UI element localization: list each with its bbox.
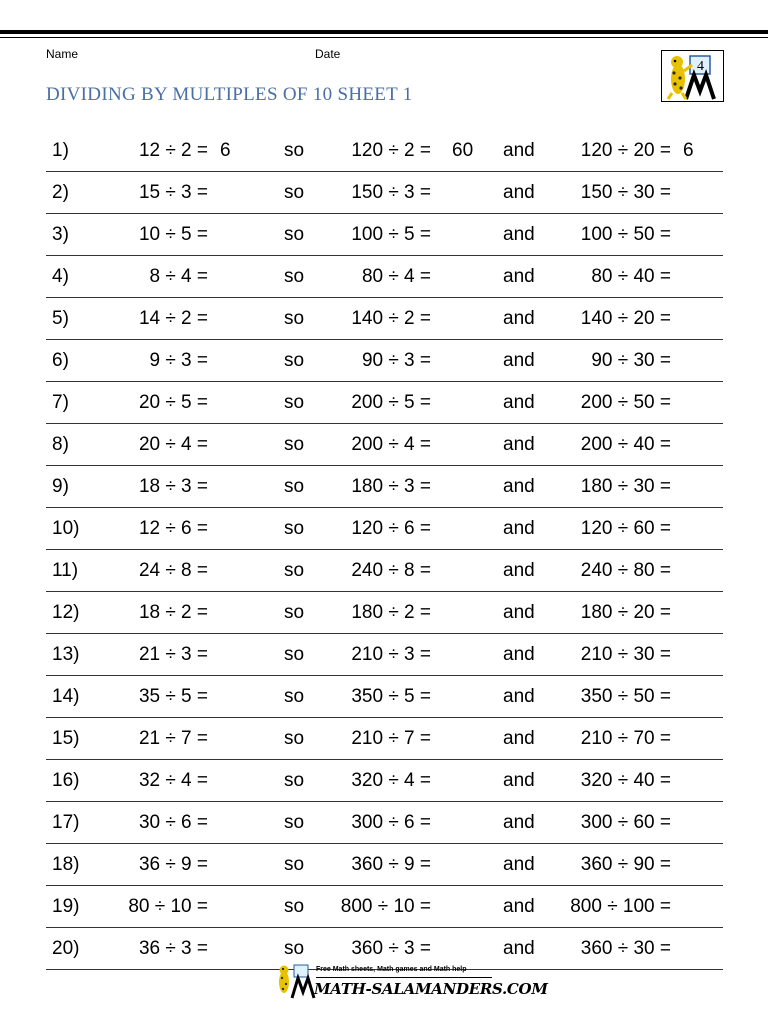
question-number: 12) — [52, 602, 80, 623]
basic-fact: 20 ÷ 5 = — [138, 392, 208, 413]
and-word: and — [503, 896, 535, 917]
so-word: so — [284, 770, 305, 791]
question-row — [46, 676, 723, 718]
basic-fact: 24 ÷ 8 = — [138, 560, 208, 581]
tens-fact: 200 ÷ 5 = — [351, 392, 431, 413]
tens-fact: 800 ÷ 10 = — [340, 896, 431, 917]
question-number: 19) — [52, 896, 80, 917]
question-row — [46, 634, 723, 676]
question-number: 18) — [52, 854, 80, 875]
question-row — [46, 130, 723, 172]
multiple-of-ten-fact: 350 ÷ 50 = — [580, 686, 671, 707]
so-word: so — [284, 266, 305, 287]
question-row — [46, 298, 723, 340]
so-word: so — [284, 518, 305, 539]
salamander-with-easel-icon — [661, 50, 724, 102]
tens-fact: 320 ÷ 4 = — [351, 770, 431, 791]
logo-digit: 4 — [697, 59, 704, 74]
question-row — [46, 172, 723, 214]
multiple-of-ten-fact: 100 ÷ 50 = — [580, 224, 671, 245]
question-number: 1) — [52, 140, 69, 161]
basic-fact: 10 ÷ 5 = — [138, 224, 208, 245]
multiple-of-ten-fact: 200 ÷ 50 = — [580, 392, 671, 413]
and-word: and — [503, 686, 535, 707]
question-number: 14) — [52, 686, 80, 707]
multiple-of-ten-fact: 180 ÷ 30 = — [580, 476, 671, 497]
so-word: so — [284, 938, 305, 959]
tens-fact: 210 ÷ 3 = — [351, 644, 431, 665]
multiple-of-ten-answer: 6 — [683, 140, 694, 161]
multiple-of-ten-fact: 210 ÷ 30 = — [580, 644, 671, 665]
question-row — [46, 466, 723, 508]
basic-fact: 9 ÷ 3 = — [149, 350, 208, 371]
question-row — [46, 382, 723, 424]
tens-fact: 180 ÷ 2 = — [351, 602, 431, 623]
basic-fact: 21 ÷ 3 = — [138, 644, 208, 665]
worksheet-title: DIVIDING BY MULTIPLES OF 10 SHEET 1 — [46, 84, 413, 105]
multiple-of-ten-fact: 120 ÷ 20 = — [580, 140, 671, 161]
tens-fact: 180 ÷ 3 = — [351, 476, 431, 497]
multiple-of-ten-fact: 800 ÷ 100 = — [570, 896, 671, 917]
and-word: and — [503, 350, 535, 371]
so-word: so — [284, 854, 305, 875]
tens-fact: 210 ÷ 7 = — [351, 728, 431, 749]
question-number: 16) — [52, 770, 80, 791]
and-word: and — [503, 518, 535, 539]
basic-fact: 32 ÷ 4 = — [138, 770, 208, 791]
basic-fact: 12 ÷ 2 = — [138, 140, 208, 161]
and-word: and — [503, 182, 535, 203]
question-number: 6) — [52, 350, 69, 371]
footer-divider — [316, 977, 492, 978]
so-word: so — [284, 308, 305, 329]
date-label: Date — [315, 47, 341, 61]
tens-fact: 300 ÷ 6 = — [351, 812, 431, 833]
and-word: and — [503, 392, 535, 413]
footer-tagline: Free Math sheets, Math games and Math help — [316, 966, 467, 973]
so-word: so — [284, 560, 305, 581]
multiple-of-ten-fact: 320 ÷ 40 = — [580, 770, 671, 791]
question-number: 3) — [52, 224, 69, 245]
basic-fact-answer: 6 — [220, 140, 231, 161]
so-word: so — [284, 644, 305, 665]
and-word: and — [503, 728, 535, 749]
and-word: and — [503, 434, 535, 455]
so-word: so — [284, 728, 305, 749]
basic-fact: 20 ÷ 4 = — [138, 434, 208, 455]
tens-fact: 80 ÷ 4 = — [361, 266, 431, 287]
and-word: and — [503, 812, 535, 833]
multiple-of-ten-fact: 300 ÷ 60 = — [580, 812, 671, 833]
so-word: so — [284, 896, 305, 917]
so-word: so — [284, 602, 305, 623]
question-row — [46, 886, 723, 928]
question-number: 13) — [52, 644, 80, 665]
tens-fact: 240 ÷ 8 = — [351, 560, 431, 581]
question-row — [46, 550, 723, 592]
tens-fact: 120 ÷ 2 = — [351, 140, 431, 161]
and-word: and — [503, 476, 535, 497]
question-number: 8) — [52, 434, 69, 455]
so-word: so — [284, 476, 305, 497]
question-row — [46, 592, 723, 634]
question-number: 4) — [52, 266, 69, 287]
tens-fact-answer: 60 — [452, 140, 474, 161]
tens-fact: 90 ÷ 3 = — [361, 350, 431, 371]
question-number: 20) — [52, 938, 80, 959]
and-word: and — [503, 266, 535, 287]
multiple-of-ten-fact: 210 ÷ 70 = — [580, 728, 671, 749]
question-number: 11) — [52, 560, 79, 581]
so-word: so — [284, 686, 305, 707]
question-row — [46, 802, 723, 844]
multiple-of-ten-fact: 140 ÷ 20 = — [580, 308, 671, 329]
question-row — [46, 256, 723, 298]
so-word: so — [284, 224, 305, 245]
basic-fact: 36 ÷ 3 = — [138, 938, 208, 959]
question-row — [46, 424, 723, 466]
tens-fact: 360 ÷ 3 = — [351, 938, 431, 959]
multiple-of-ten-fact: 360 ÷ 90 = — [580, 854, 671, 875]
so-word: so — [284, 812, 305, 833]
name-label: Name — [46, 47, 79, 61]
multiple-of-ten-fact: 200 ÷ 40 = — [580, 434, 671, 455]
top-rule-thick — [0, 30, 768, 34]
basic-fact: 35 ÷ 5 = — [138, 686, 208, 707]
question-row — [46, 340, 723, 382]
tens-fact: 120 ÷ 6 = — [351, 518, 431, 539]
question-number: 15) — [52, 728, 80, 749]
tens-fact: 140 ÷ 2 = — [351, 308, 431, 329]
question-row — [46, 214, 723, 256]
question-number: 17) — [52, 812, 80, 833]
basic-fact: 30 ÷ 6 = — [138, 812, 208, 833]
basic-fact: 18 ÷ 3 = — [138, 476, 208, 497]
multiple-of-ten-fact: 360 ÷ 30 = — [580, 938, 671, 959]
basic-fact: 18 ÷ 2 = — [138, 602, 208, 623]
question-row — [46, 760, 723, 802]
tens-fact: 150 ÷ 3 = — [351, 182, 431, 203]
so-word: so — [284, 140, 305, 161]
and-word: and — [503, 224, 535, 245]
question-number: 10) — [52, 518, 80, 539]
so-word: so — [284, 350, 305, 371]
and-word: and — [503, 854, 535, 875]
basic-fact: 80 ÷ 10 = — [128, 896, 208, 917]
question-number: 9) — [52, 476, 69, 497]
top-rule-thin — [0, 37, 768, 38]
salamander-logo-icon — [274, 962, 316, 1000]
and-word: and — [503, 770, 535, 791]
basic-fact: 14 ÷ 2 = — [138, 308, 208, 329]
multiple-of-ten-fact: 90 ÷ 30 = — [591, 350, 671, 371]
and-word: and — [503, 560, 535, 581]
multiple-of-ten-fact: 180 ÷ 20 = — [580, 602, 671, 623]
basic-fact: 21 ÷ 7 = — [138, 728, 208, 749]
and-word: and — [503, 938, 535, 959]
question-row — [46, 718, 723, 760]
tens-fact: 360 ÷ 9 = — [351, 854, 431, 875]
basic-fact: 12 ÷ 6 = — [138, 518, 208, 539]
basic-fact: 36 ÷ 9 = — [138, 854, 208, 875]
tens-fact: 100 ÷ 5 = — [351, 224, 431, 245]
question-row — [46, 844, 723, 886]
multiple-of-ten-fact: 80 ÷ 40 = — [591, 266, 671, 287]
question-table — [46, 130, 723, 970]
multiple-of-ten-fact: 120 ÷ 60 = — [580, 518, 671, 539]
question-number: 2) — [52, 182, 69, 203]
multiple-of-ten-fact: 240 ÷ 80 = — [580, 560, 671, 581]
footer-site-name: MATH-SALAMANDERS.COM — [314, 980, 548, 998]
and-word: and — [503, 602, 535, 623]
multiple-of-ten-fact: 150 ÷ 30 = — [580, 182, 671, 203]
basic-fact: 15 ÷ 3 = — [138, 182, 208, 203]
basic-fact: 8 ÷ 4 = — [149, 266, 208, 287]
tens-fact: 350 ÷ 5 = — [351, 686, 431, 707]
tens-fact: 200 ÷ 4 = — [351, 434, 431, 455]
footer — [274, 962, 548, 1000]
so-word: so — [284, 182, 305, 203]
and-word: and — [503, 644, 535, 665]
question-number: 5) — [52, 308, 69, 329]
and-word: and — [503, 140, 535, 161]
so-word: so — [284, 392, 305, 413]
question-number: 7) — [52, 392, 69, 413]
so-word: so — [284, 434, 305, 455]
question-row — [46, 508, 723, 550]
and-word: and — [503, 308, 535, 329]
